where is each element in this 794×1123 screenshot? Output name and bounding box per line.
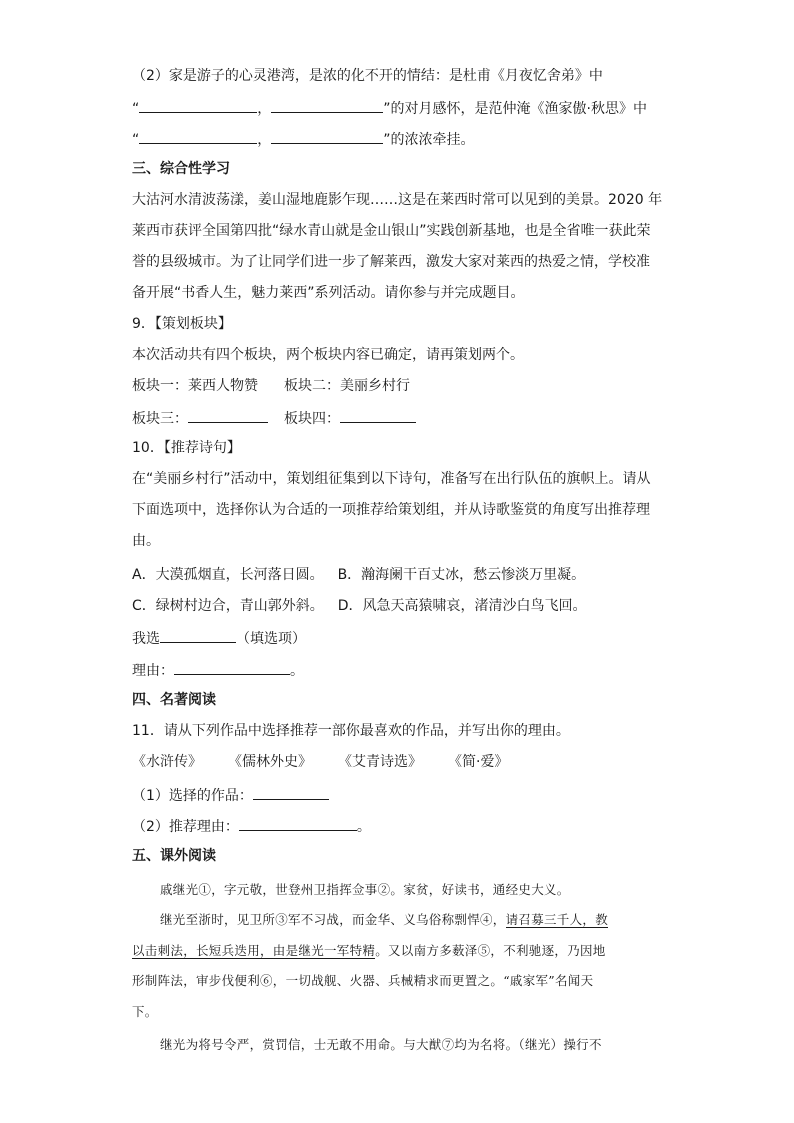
block-1-label: 板块一：莱西人物赞 (132, 378, 258, 394)
recommend-reason-blank[interactable] (239, 815, 357, 831)
quote-mark: “ (132, 101, 140, 117)
question-2-line-3 (132, 128, 475, 150)
period: 。 (356, 819, 371, 835)
section-heading: 四、名著阅读 (132, 692, 216, 708)
passage-paragraph-2-line-2 (132, 941, 606, 963)
answer-blank[interactable] (271, 128, 383, 144)
section-heading: 五、课外阅读 (132, 848, 216, 864)
selected-work-label: （1）选择的作品： (132, 788, 253, 804)
question-10-title: 10．【推荐诗句】 (132, 440, 241, 456)
recommend-reason-line (132, 815, 371, 837)
block-3-label: 板块三： (132, 411, 188, 427)
book-title[interactable]: 《水浒传》 (132, 754, 202, 770)
option-d[interactable]: D．风急天高猿啸哀，渚清沙白鸟飞回。 (337, 598, 587, 614)
passage-paragraph-3: 继光为将号令严，赏罚信，士无敢不用命。与大猷⑦均为名将。（继光）操行不 (160, 1037, 602, 1052)
question-2-line-1 (132, 66, 603, 88)
choice-label: 我选 (132, 631, 160, 647)
options-row-2 (132, 596, 587, 618)
question-10-text: 在“美丽乡村行”活动中，策划组征集到以下诗句，准备写在出行队伍的旗帜上。请从 (132, 471, 651, 487)
section-heading: 三、综合性学习 (132, 161, 230, 177)
choice-line (132, 627, 306, 649)
comma: ， (257, 132, 272, 148)
reason-line (132, 659, 304, 681)
option-a[interactable]: A．大漠孤烟直，长河落日圆。 (132, 567, 324, 583)
block-4-answer-blank[interactable] (340, 407, 416, 423)
answer-blank[interactable] (139, 128, 257, 144)
book-list (132, 752, 508, 774)
answer-blank[interactable] (139, 97, 257, 113)
options-row-1 (132, 565, 585, 587)
option-c[interactable]: C．绿树村边合，青山郭外斜。 (132, 598, 324, 614)
question-11-text: 11．请从下列作品中选择推荐一部你最喜欢的作品，并写出你的理由。 (132, 723, 570, 739)
selected-work-blank[interactable] (253, 784, 329, 800)
intro-paragraph-line: 誉的县级城市。为了让同学们进一步了解莱西，激发大家对莱西的热爱之情，学校准 (132, 254, 650, 270)
passage-text: 。又以南方多薮泽⑤，不利驰逐，乃因地 (375, 943, 606, 958)
intro-paragraph-line: 莱西市获评全国第四批“绿水青山就是金山银山”实践创新基地，也是全省唯一获此荣 (132, 223, 651, 239)
question-2-line-2 (132, 97, 647, 119)
intro-paragraph-line: 备开展“书香人生，魅力莱西”系列活动。请你参与并完成题目。 (132, 285, 525, 301)
intro-paragraph-line: 大沽河水清波荡漾，姜山湿地鹿影乍现……这是在莱西时常可以见到的美景。2020 年 (132, 192, 663, 208)
question-9-title: 9．【策划板块】 (132, 316, 232, 332)
quote-mark: “ (132, 132, 140, 148)
choice-answer-blank[interactable] (160, 627, 236, 643)
underlined-passage-text: 请召募三千人，教 (505, 912, 609, 927)
book-title[interactable]: 《艾青诗选》 (338, 754, 422, 770)
block-3-answer-blank[interactable] (188, 407, 268, 423)
answer-blank[interactable] (271, 97, 383, 113)
passage-paragraph-1: 戚继光①，字元敬，世登州卫指挥佥事②。家贫，好读书，通经史大义。 (160, 882, 570, 897)
recommend-reason-label: （2）推荐理由： (132, 819, 239, 835)
question-2-text: ”的浓浓牵挂。 (383, 132, 475, 148)
question-9-blocks-row-2 (132, 407, 416, 429)
selected-work-line (132, 784, 329, 806)
choice-hint: （填选项） (236, 631, 306, 647)
block-2-label: 板块二：美丽乡村行 (284, 378, 410, 394)
passage-text: 继光至浙时，见卫所③军不习战，而金华、义乌俗称剽悍④， (160, 912, 506, 927)
underlined-passage-text: 以击刺法，长短兵迭用，由是继光一军特精 (132, 943, 376, 958)
question-9-description: 本次活动共有四个板块，两个板块内容已确定，请再策划两个。 (132, 347, 524, 363)
question-2-text: （2）家是游子的心灵港湾，是浓的化不开的情结：是杜甫《月夜忆舍弟》中 (132, 68, 603, 84)
block-4-label: 板块四： (284, 411, 340, 427)
comma: ， (257, 101, 272, 117)
passage-paragraph-2-line-1 (160, 910, 608, 932)
passage-paragraph-2-line-4: 下。 (132, 1004, 158, 1019)
option-b[interactable]: B．瀚海阑干百丈冰，愁云惨淡万里凝。 (337, 567, 586, 583)
book-title[interactable]: 《简·爱》 (448, 754, 509, 770)
question-2-text: ”的对月感怀，是范仲淹《渔家傲·秋思》中 (383, 101, 647, 117)
question-9-blocks-row-1 (132, 376, 410, 398)
reason-answer-blank[interactable] (174, 659, 290, 675)
passage-paragraph-2-line-3: 形制阵法，审步伐便利⑥，一切战舰、火器、兵械精求而更置之。“戚家军”名闻天 (132, 973, 594, 988)
question-10-text: 下面选项中，选择你认为合适的一项推荐给策划组，并从诗歌鉴赏的角度写出推荐理 (132, 502, 650, 518)
reason-label: 理由： (132, 663, 174, 679)
question-10-text: 由。 (132, 533, 160, 549)
period: 。 (290, 663, 304, 679)
book-title[interactable]: 《儒林外史》 (228, 754, 312, 770)
